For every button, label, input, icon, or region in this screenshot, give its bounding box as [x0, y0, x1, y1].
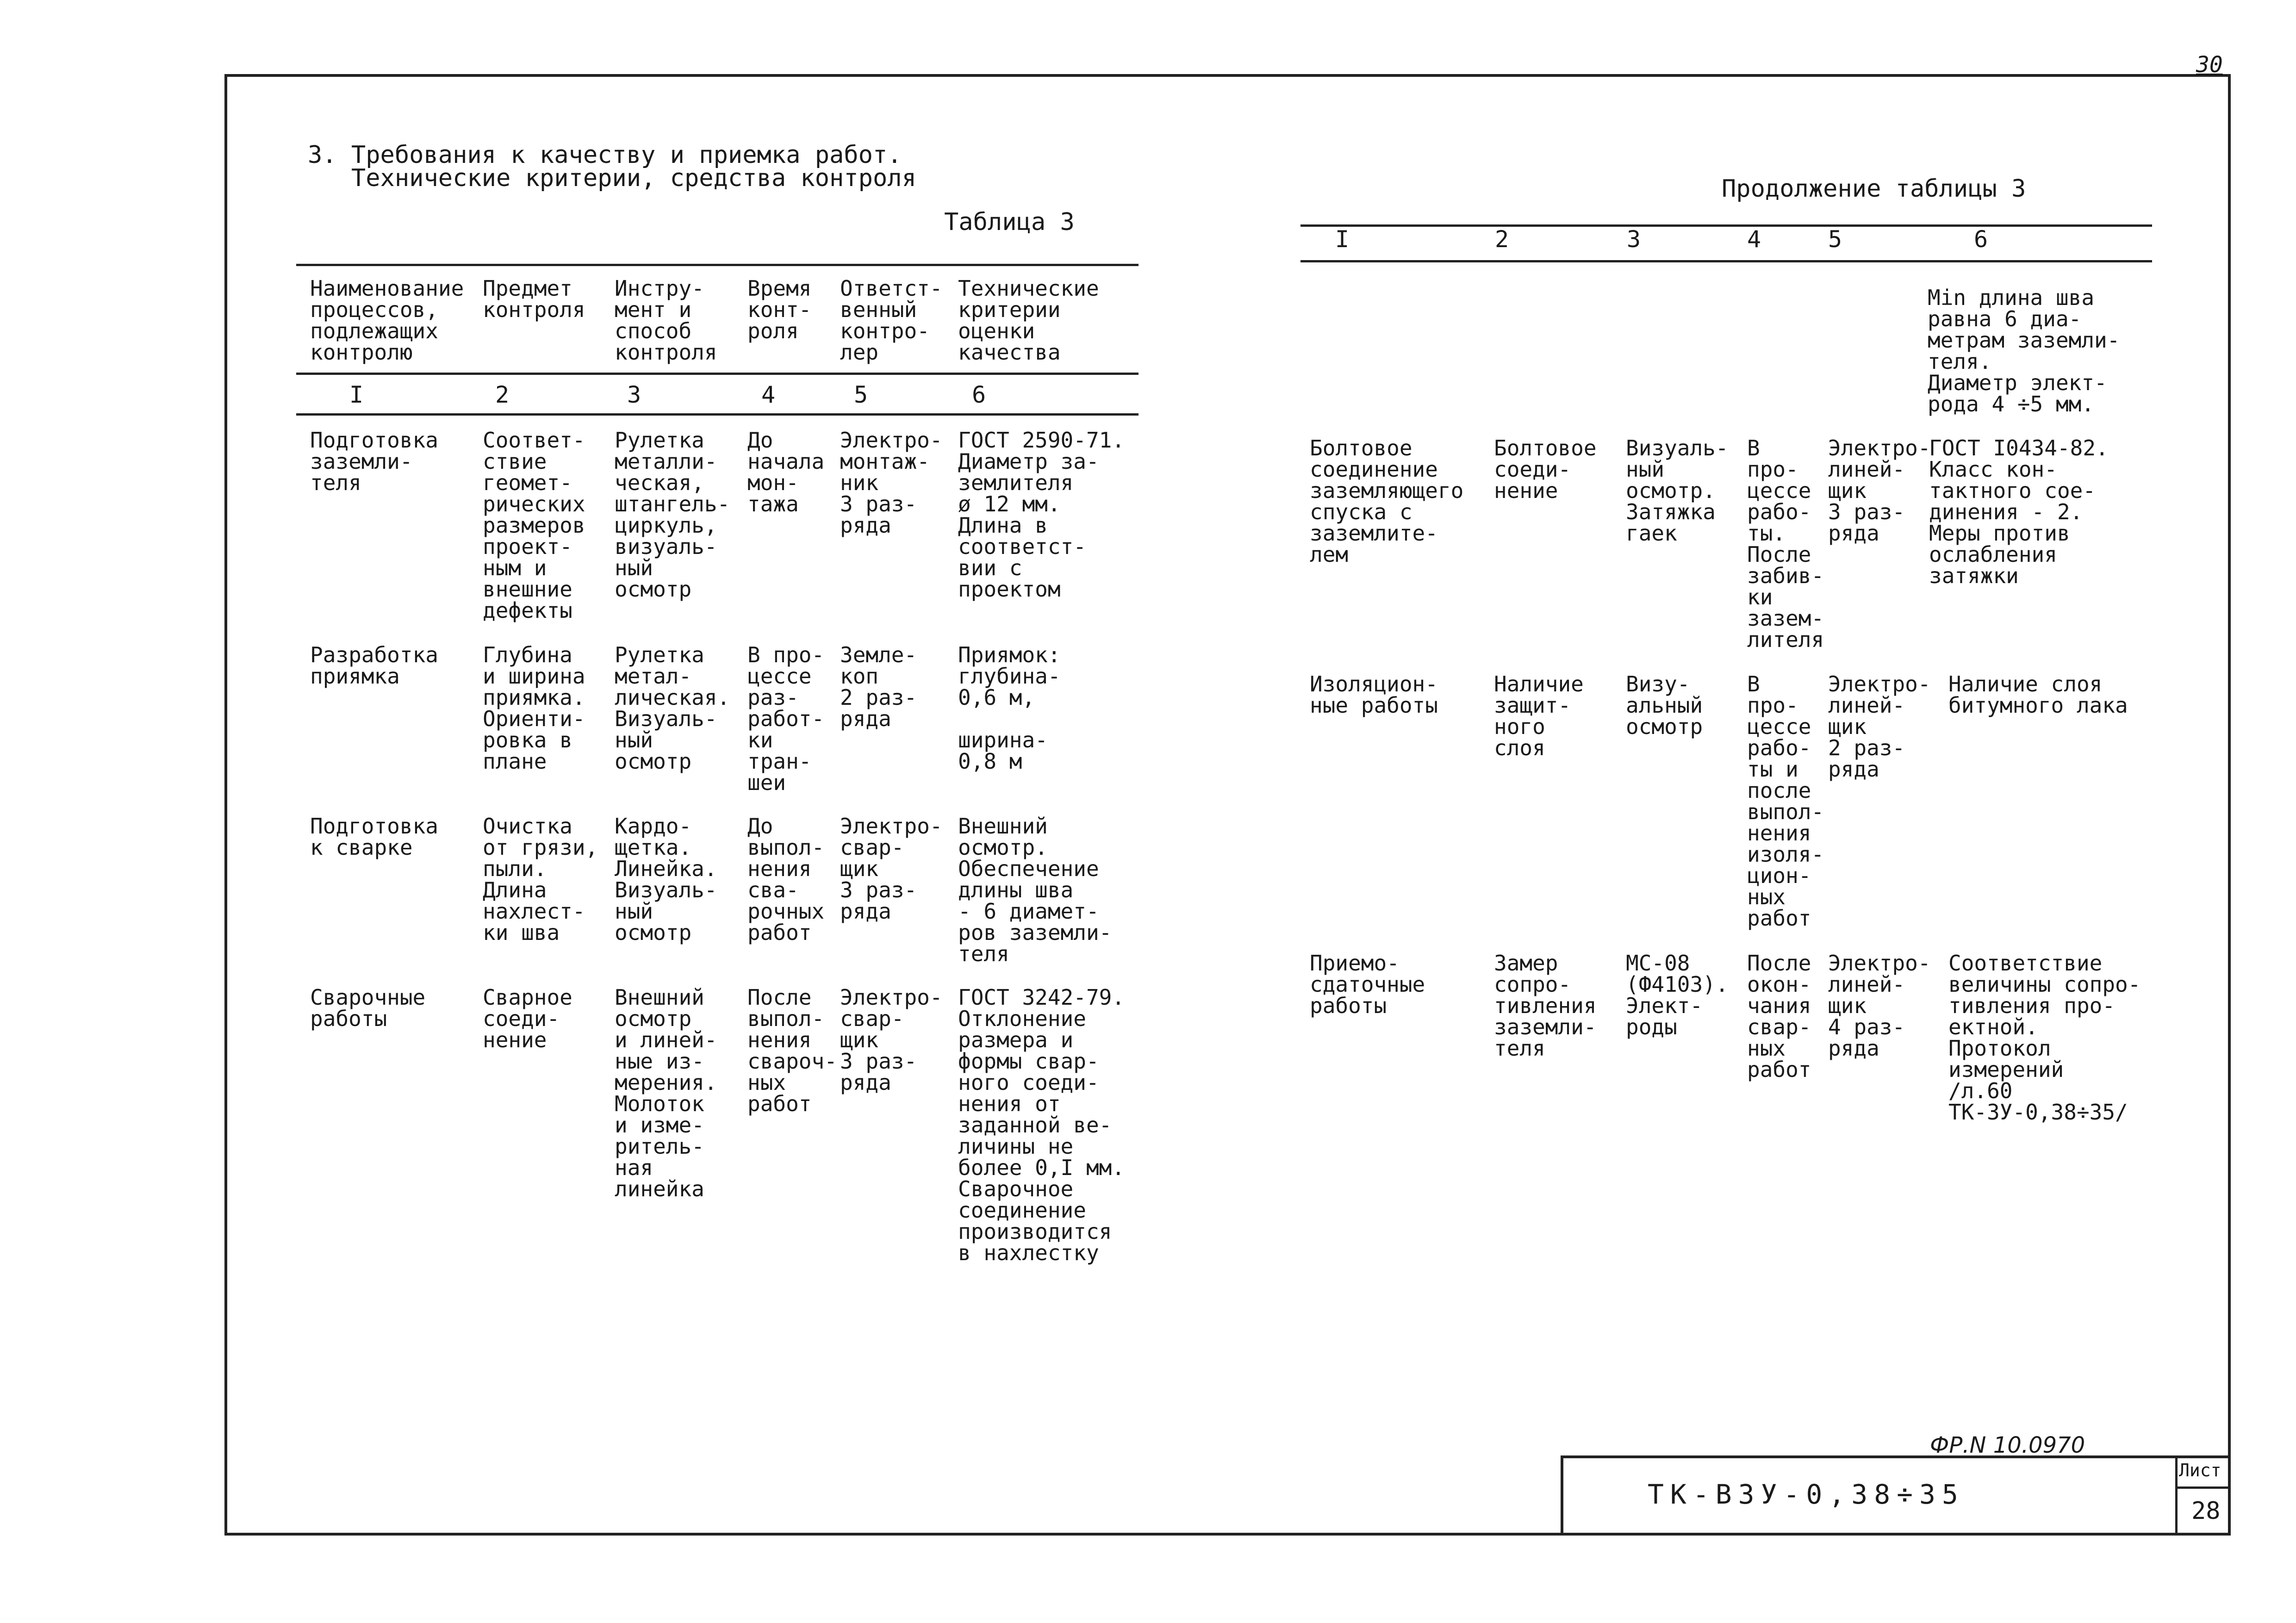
left-row1-col3: Рулетка металли- ческая, штангель- циркуль, визуаль- ный осмотр	[615, 428, 730, 602]
right-row1-col3: Визуаль- ный осмотр. Затяжка гаек	[1626, 435, 1729, 546]
left-row2-col6: Приямок: глубина- 0,6 м, ширина- 0,8 м	[958, 642, 1061, 774]
right-row2-col2: Наличие защит- ного слоя	[1494, 672, 1584, 760]
right-row3-col5: Электро- линей- щик 4 раз- ряда	[1828, 951, 1931, 1061]
left-row1-col4: До начала мон- тажа	[747, 428, 825, 516]
left-header-col4: Время конт- роля	[747, 276, 812, 343]
right-colnum-5: 5	[1828, 226, 1842, 253]
right-row2-col3: Визу- альный осмотр	[1626, 672, 1703, 739]
left-row2-col4: В про- цессе раз- работ- ки тран- шеи	[747, 642, 825, 795]
left-table-numbers-rule	[296, 413, 1139, 416]
left-row3-col5: Электро- свар- щик 3 раз- ряда	[840, 814, 943, 924]
left-row1-col5: Электро- монтаж- ник 3 раз- ряда	[840, 428, 943, 538]
table-label: Таблица 3	[944, 208, 1075, 236]
left-row4-col1: Сварочные работы	[310, 985, 426, 1031]
right-row0-col6: Min длина шва равна 6 диа- метрам заземли- теля. Диаметр элект- рода 4 ÷5 мм.	[1928, 285, 2120, 417]
left-row4-col3: Внешний осмотр и линей- ные из- мерения. Молоток и изме- ритель- ная линейка	[615, 985, 717, 1201]
left-row4-col5: Электро- свар- щик 3 раз- ряда	[840, 985, 943, 1095]
left-row2-col1: Разработка приямка	[310, 642, 438, 689]
continuation-label: Продолжение таблицы 3	[1722, 175, 2026, 203]
left-row4-col4: После выпол- нения свароч- ных работ	[747, 985, 837, 1116]
left-header-col2: Предмет контроля	[483, 276, 585, 322]
frame-bottom-border	[224, 1533, 2231, 1536]
right-row3-col4: После окон- чания свар- ных работ	[1747, 951, 1811, 1082]
left-colnum-5: 5	[854, 381, 868, 408]
section-title: 3. Требования к качеству и приемка работ. Технические критерии, средства контроля	[308, 141, 916, 192]
order-number-stamp: ФР.N 10.0970	[1930, 1432, 2085, 1458]
document-code: ТК-ВЗУ-0,38÷35	[1648, 1479, 1965, 1510]
right-row2-col5: Электро- линей- щик 2 раз- ряда	[1828, 672, 1931, 782]
right-row3-col1: Приемо- сдаточные работы	[1310, 951, 1425, 1018]
page-number: 30	[2196, 52, 2223, 78]
right-table-top-rule	[1300, 224, 2152, 227]
frame-right-border	[2228, 74, 2231, 1534]
left-colnum-6: 6	[972, 381, 986, 408]
right-row3-col2: Замер сопро- тивления заземли- теля	[1494, 951, 1597, 1061]
sheet-label: Лист	[2179, 1460, 2221, 1480]
left-table-header-rule	[296, 373, 1139, 375]
left-row1-col6: ГОСТ 2590-71. Диаметр за- землителя ø 12 мм. Длина в соответст- вии с проектом	[958, 428, 1125, 602]
left-header-col1: Наименование процессов, подлежащих контролю	[310, 276, 464, 365]
right-row3-col6: Соответствие величины сопро- тивления про- ектной. Протокол измерений /л.60 ТК-ЗУ-0,38÷35/	[1948, 951, 2141, 1125]
left-row2-col2: Глубина и ширина приямка. Ориенти- ровка в плане	[483, 642, 585, 774]
left-row4-col6: ГОСТ 3242-79. Отклонение размера и формы свар- ного соеди- нения от заданной ве- личины не более 0,I мм. Сварочное соединение производится в нахлестку	[958, 985, 1125, 1265]
left-row1-col1: Подготовка заземли- теля	[310, 428, 438, 495]
left-row3-col1: Подготовка к сварке	[310, 814, 438, 860]
right-colnum-6: 6	[1974, 226, 1988, 253]
left-row4-col2: Сварное соеди- нение	[483, 985, 572, 1052]
left-header-col5: Ответст- венный контро- лер	[840, 276, 943, 365]
left-colnum-4: 4	[761, 381, 776, 408]
frame-left-border	[224, 74, 227, 1534]
left-row2-col5: Земле- коп 2 раз- ряда	[840, 642, 917, 731]
right-colnum-1: I	[1335, 226, 1350, 253]
right-row1-col2: Болтовое соеди- нение	[1494, 435, 1597, 503]
left-row3-col6: Внешний осмотр. Обеспечение длины шва - 6 диамет- ров заземли- теля	[958, 814, 1112, 966]
right-row1-col1: Болтовое соединение заземляющего спуска с заземлите- лем	[1310, 435, 1464, 567]
right-row2-col4: В про- цессе рабо- ты и после выпол- нения изоля- цион- ных работ	[1747, 672, 1824, 931]
left-colnum-2: 2	[495, 381, 510, 408]
left-row3-col2: Очистка от грязи, пыли. Длина нахлест- ки шва	[483, 814, 598, 945]
left-header-col6: Технические критерии оценки качества	[958, 276, 1099, 365]
right-colnum-4: 4	[1747, 226, 1761, 253]
right-row2-col6: Наличие слоя битумного лака	[1948, 672, 2128, 718]
right-row1-col5: Электро- линей- щик 3 раз- ряда	[1828, 435, 1931, 546]
right-colnum-2: 2	[1495, 226, 1509, 253]
right-row3-col3: МС-08 (Ф4103). Элект- роды	[1626, 951, 1729, 1039]
frame-top-border	[224, 74, 2231, 77]
right-table-numbers-rule	[1300, 260, 2152, 262]
left-table-top-rule	[296, 264, 1139, 266]
left-row3-col4: До выпол- нения сва- рочных работ	[747, 814, 825, 945]
left-header-col3: Инстру- мент и способ контроля	[615, 276, 717, 365]
right-row2-col1: Изоляцион- ные работы	[1310, 672, 1438, 718]
left-row3-col3: Кардо- щетка. Линейка. Визуаль- ный осмотр	[615, 814, 717, 945]
left-colnum-3: 3	[627, 381, 641, 408]
right-row1-col4: В про- цессе рабо- ты. После забив- ки зазем- лителя	[1747, 435, 1824, 652]
left-row2-col3: Рулетка метал- лическая. Визуаль- ный осмотр	[615, 642, 730, 774]
left-colnum-1: I	[349, 381, 364, 408]
sheet-number: 28	[2191, 1497, 2221, 1525]
right-colnum-3: 3	[1627, 226, 1641, 253]
right-row1-col6: ГОСТ I0434-82. Класс кон- тактного сое- динения - 2. Меры против ослабления затяжки	[1929, 435, 2109, 588]
left-row1-col2: Соответ- ствие геомет- рических размеров проект- ным и внешние дефекты	[483, 428, 585, 623]
sheet-box-divider	[2175, 1486, 2228, 1489]
